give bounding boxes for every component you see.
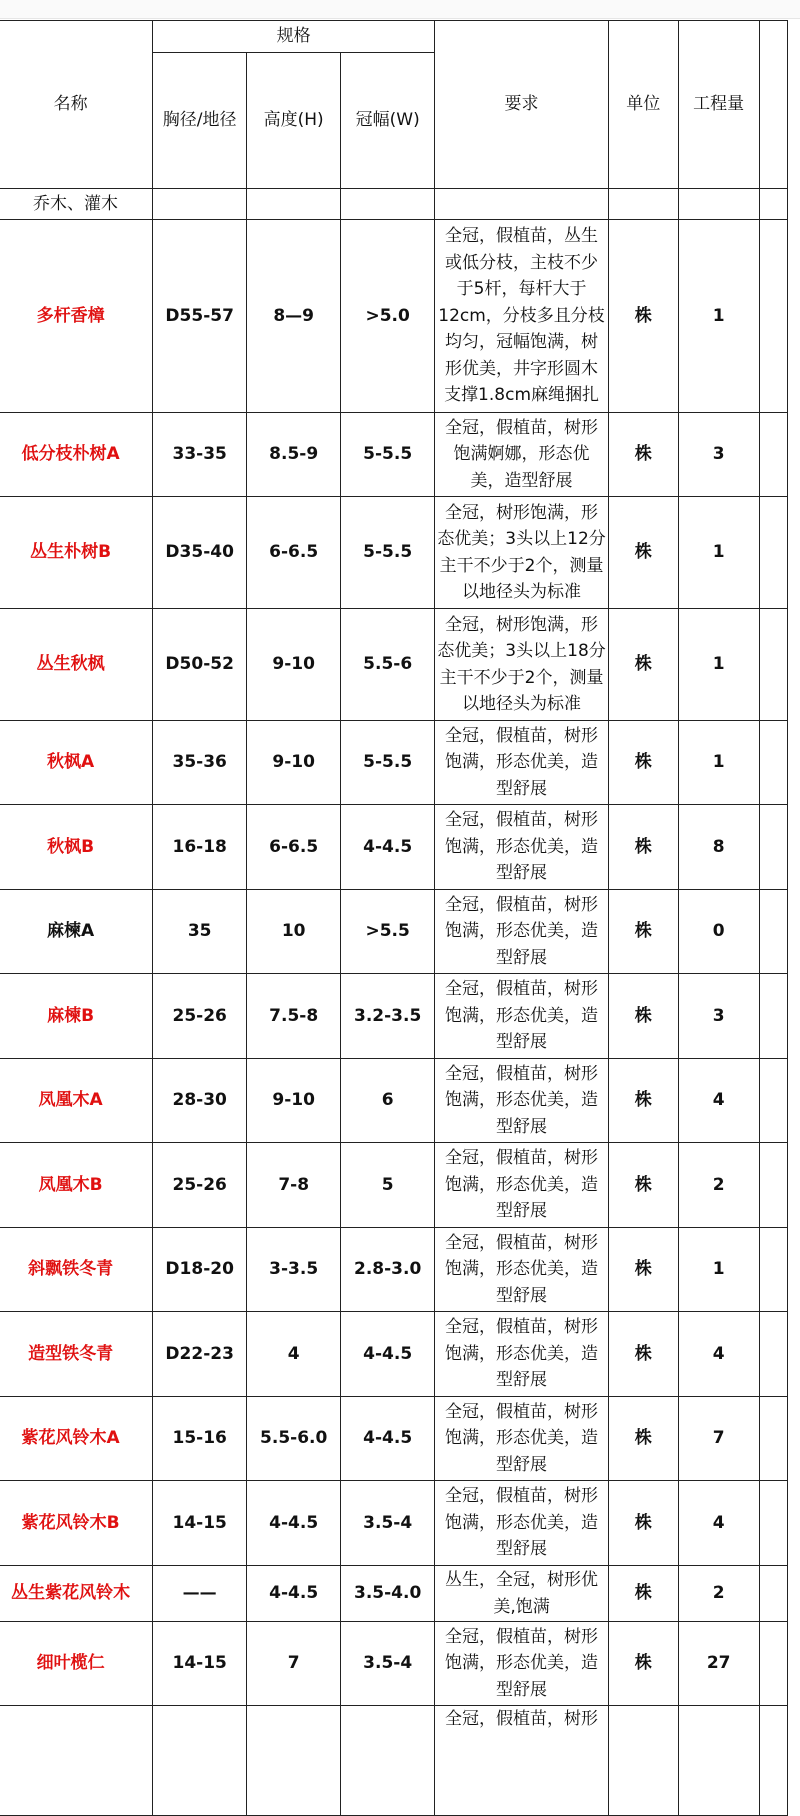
- extra-cell: [759, 413, 787, 497]
- crown-cell: 4-4.5: [341, 1397, 435, 1481]
- table-row: [0, 220, 788, 413]
- requirement-cell: 全冠，假植苗，树形饱满，形态优美，造型舒展: [435, 1622, 609, 1706]
- quantity-cell: 4: [678, 1481, 759, 1566]
- height-cell: 4-4.5: [247, 1566, 341, 1622]
- table-row: [0, 1143, 788, 1228]
- dbh-cell: [153, 1706, 247, 1816]
- unit-cell: 株: [609, 1228, 679, 1312]
- extra-cell: [759, 1566, 787, 1622]
- crown-cell: 2.8-3.0: [341, 1228, 435, 1312]
- extra-cell: [759, 721, 787, 805]
- height-cell: 7-8: [247, 1143, 341, 1228]
- requirement-cell: 全冠，假植苗，树形饱满，形态优美，造型舒展: [435, 890, 609, 974]
- quantity-cell: 4: [678, 1312, 759, 1397]
- unit-cell: 株: [609, 220, 679, 413]
- dbh-cell: 25-26: [153, 1143, 247, 1228]
- requirement-cell: 全冠，假植苗，树形饱满，形态优美，造型舒展: [435, 974, 609, 1059]
- unit-cell: 株: [609, 1397, 679, 1481]
- dbh-cell: D18-20: [153, 1228, 247, 1312]
- requirement-cell: 全冠，假植苗，树形饱满，形态优美，造型舒展: [435, 1228, 609, 1312]
- quantity-cell: 1: [678, 497, 759, 609]
- extra-cell: [759, 974, 787, 1059]
- unit-cell: 株: [609, 1312, 679, 1397]
- plant-name-cell: 低分枝朴树A: [0, 413, 153, 497]
- category-empty: [678, 189, 759, 220]
- height-cell: 8.5-9: [247, 413, 341, 497]
- height-cell: 9-10: [247, 721, 341, 805]
- crown-cell: 3.2-3.5: [341, 974, 435, 1059]
- table-row: [0, 1228, 788, 1312]
- height-cell: 6-6.5: [247, 805, 341, 890]
- category-empty: [341, 189, 435, 220]
- category-empty: [435, 189, 609, 220]
- unit-cell: 株: [609, 974, 679, 1059]
- plant-name-cell: 秋枫A: [0, 721, 153, 805]
- plant-name-cell: 造型铁冬青: [0, 1312, 153, 1397]
- table-row: [0, 1566, 788, 1622]
- crown-cell: 3.5-4: [341, 1481, 435, 1566]
- height-cell: 7.5-8: [247, 974, 341, 1059]
- dbh-cell: 33-35: [153, 413, 247, 497]
- crown-cell: 5-5.5: [341, 721, 435, 805]
- plant-name-cell: 丛生朴树B: [0, 497, 153, 609]
- height-cell: 8—9: [247, 220, 341, 413]
- quantity-cell: 7: [678, 1397, 759, 1481]
- unit-cell: 株: [609, 805, 679, 890]
- height-cell: 10: [247, 890, 341, 974]
- crown-cell: 3.5-4.0: [341, 1566, 435, 1622]
- table-row: [0, 497, 788, 609]
- quantity-cell: 4: [678, 1059, 759, 1143]
- plant-name-cell: 紫花风铃木B: [0, 1481, 153, 1566]
- quantity-cell: 8: [678, 805, 759, 890]
- requirement-cell: 全冠，假植苗，树形: [435, 1706, 609, 1816]
- dbh-cell: ——: [153, 1566, 247, 1622]
- height-cell: 9-10: [247, 609, 341, 721]
- plant-name-cell: 凤凰木A: [0, 1059, 153, 1143]
- quantity-cell: 1: [678, 1228, 759, 1312]
- extra-cell: [759, 890, 787, 974]
- quantity-cell: 3: [678, 413, 759, 497]
- table-row: [0, 805, 788, 890]
- requirement-cell: 全冠，假植苗，树形饱满，形态优美，造型舒展: [435, 721, 609, 805]
- category-label: 乔木、灌木: [0, 189, 153, 220]
- height-cell: 5.5-6.0: [247, 1397, 341, 1481]
- header-quantity: 工程量: [678, 21, 759, 189]
- requirement-cell: 全冠，假植苗，树形饱满，形态优美，造型舒展: [435, 1481, 609, 1566]
- requirement-cell: 全冠，假植苗，树形饱满，形态优美，造型舒展: [435, 1312, 609, 1397]
- plant-name-cell: 凤凰木B: [0, 1143, 153, 1228]
- extra-cell: [759, 1228, 787, 1312]
- crown-cell: 5-5.5: [341, 413, 435, 497]
- header-crown: 冠幅(W): [341, 53, 435, 189]
- dbh-cell: 35: [153, 890, 247, 974]
- crown-cell: >5.5: [341, 890, 435, 974]
- table-row: [0, 1706, 788, 1816]
- height-cell: 4: [247, 1312, 341, 1397]
- quantity-cell: 27: [678, 1622, 759, 1706]
- extra-cell: [759, 805, 787, 890]
- table-row: [0, 1059, 788, 1143]
- unit-cell: 株: [609, 609, 679, 721]
- header-spec: 规格: [153, 21, 435, 53]
- plant-name-cell: 秋枫B: [0, 805, 153, 890]
- header-dbh: 胸径/地径: [153, 53, 247, 189]
- plant-name-cell: 丛生紫花风铃木: [0, 1566, 153, 1622]
- nursery-stock-table: [0, 20, 788, 1816]
- plant-name-cell: 斜飘铁冬青: [0, 1228, 153, 1312]
- crown-cell: 4-4.5: [341, 1312, 435, 1397]
- requirement-cell: 全冠，假植苗，树形饱满，形态优美，造型舒展: [435, 1059, 609, 1143]
- unit-cell: 株: [609, 413, 679, 497]
- quantity-cell: 2: [678, 1566, 759, 1622]
- table-row: [0, 890, 788, 974]
- dbh-cell: 25-26: [153, 974, 247, 1059]
- extra-cell: [759, 1481, 787, 1566]
- dbh-cell: D22-23: [153, 1312, 247, 1397]
- height-cell: 9-10: [247, 1059, 341, 1143]
- unit-cell: 株: [609, 1566, 679, 1622]
- table-row: [0, 1397, 788, 1481]
- plant-name-cell: 麻楝B: [0, 974, 153, 1059]
- height-cell: 4-4.5: [247, 1481, 341, 1566]
- requirement-cell: 全冠，假植苗，树形饱满，形态优美，造型舒展: [435, 1397, 609, 1481]
- quantity-cell: 3: [678, 974, 759, 1059]
- requirement-cell: 全冠，树形饱满，形态优美；3头以上18分主干不少于2个，测量以地径头为标准: [435, 609, 609, 721]
- category-empty: [153, 189, 247, 220]
- header-extra: [759, 21, 787, 189]
- plant-name-cell: 麻楝A: [0, 890, 153, 974]
- dbh-cell: D50-52: [153, 609, 247, 721]
- unit-cell: 株: [609, 1622, 679, 1706]
- quantity-cell: 1: [678, 721, 759, 805]
- unit-cell: 株: [609, 721, 679, 805]
- requirement-cell: 全冠，树形饱满，形态优美；3头以上12分主干不少于2个，测量以地径头为标准: [435, 497, 609, 609]
- dbh-cell: 16-18: [153, 805, 247, 890]
- dbh-cell: 15-16: [153, 1397, 247, 1481]
- plant-name-cell: 细叶榄仁: [0, 1622, 153, 1706]
- requirement-cell: 全冠，假植苗，树形饱满婀娜，形态优美，造型舒展: [435, 413, 609, 497]
- height-cell: 7: [247, 1622, 341, 1706]
- crown-cell: 6: [341, 1059, 435, 1143]
- extra-cell: [759, 1143, 787, 1228]
- dbh-cell: 14-15: [153, 1481, 247, 1566]
- requirement-cell: 全冠，假植苗，树形饱满，形态优美，造型舒展: [435, 1143, 609, 1228]
- table-row: [0, 721, 788, 805]
- table-row: [0, 413, 788, 497]
- unit-cell: 株: [609, 890, 679, 974]
- crown-cell: [341, 1706, 435, 1816]
- unit-cell: 株: [609, 1143, 679, 1228]
- category-empty: [759, 189, 787, 220]
- dbh-cell: D35-40: [153, 497, 247, 609]
- quantity-cell: 2: [678, 1143, 759, 1228]
- extra-cell: [759, 1706, 787, 1816]
- quantity-cell: 1: [678, 609, 759, 721]
- unit-cell: 株: [609, 1481, 679, 1566]
- height-cell: 3-3.5: [247, 1228, 341, 1312]
- requirement-cell: 全冠，假植苗，丛生或低分枝，主枝不少于5杆，每杆大于12cm，分枝多且分枝均匀，冠幅饱满，树形优美，井字形圆木支撑1.8cm麻绳捆扎: [435, 220, 609, 413]
- dbh-cell: 35-36: [153, 721, 247, 805]
- table-row: [0, 1312, 788, 1397]
- crown-cell: 5: [341, 1143, 435, 1228]
- quantity-cell: 1: [678, 220, 759, 413]
- crown-cell: >5.0: [341, 220, 435, 413]
- top-bar: [0, 0, 800, 19]
- crown-cell: 5-5.5: [341, 497, 435, 609]
- table-row: [0, 974, 788, 1059]
- unit-cell: [609, 1706, 679, 1816]
- table-row: [0, 609, 788, 721]
- unit-cell: 株: [609, 497, 679, 609]
- height-cell: 6-6.5: [247, 497, 341, 609]
- header-height: 高度(H): [247, 53, 341, 189]
- plant-name-cell: [0, 1706, 153, 1816]
- requirement-cell: 丛生，全冠，树形优美,饱满: [435, 1566, 609, 1622]
- requirement-cell: 全冠，假植苗，树形饱满，形态优美，造型舒展: [435, 805, 609, 890]
- header-name: 名称: [0, 21, 153, 189]
- height-cell: [247, 1706, 341, 1816]
- table-row: [0, 1481, 788, 1566]
- plant-name-cell: 多杆香樟: [0, 220, 153, 413]
- category-empty: [609, 189, 679, 220]
- unit-cell: 株: [609, 1059, 679, 1143]
- dbh-cell: 28-30: [153, 1059, 247, 1143]
- table-row: [0, 1622, 788, 1706]
- header-unit: 单位: [609, 21, 679, 189]
- dbh-cell: D55-57: [153, 220, 247, 413]
- header-requirement: 要求: [435, 21, 609, 189]
- plant-name-cell: 丛生秋枫: [0, 609, 153, 721]
- crown-cell: 5.5-6: [341, 609, 435, 721]
- crown-cell: 3.5-4: [341, 1622, 435, 1706]
- extra-cell: [759, 1312, 787, 1397]
- extra-cell: [759, 497, 787, 609]
- extra-cell: [759, 220, 787, 413]
- plant-name-cell: 紫花风铃木A: [0, 1397, 153, 1481]
- extra-cell: [759, 1622, 787, 1706]
- quantity-cell: 0: [678, 890, 759, 974]
- extra-cell: [759, 609, 787, 721]
- crown-cell: 4-4.5: [341, 805, 435, 890]
- dbh-cell: 14-15: [153, 1622, 247, 1706]
- extra-cell: [759, 1397, 787, 1481]
- category-empty: [247, 189, 341, 220]
- extra-cell: [759, 1059, 787, 1143]
- quantity-cell: [678, 1706, 759, 1816]
